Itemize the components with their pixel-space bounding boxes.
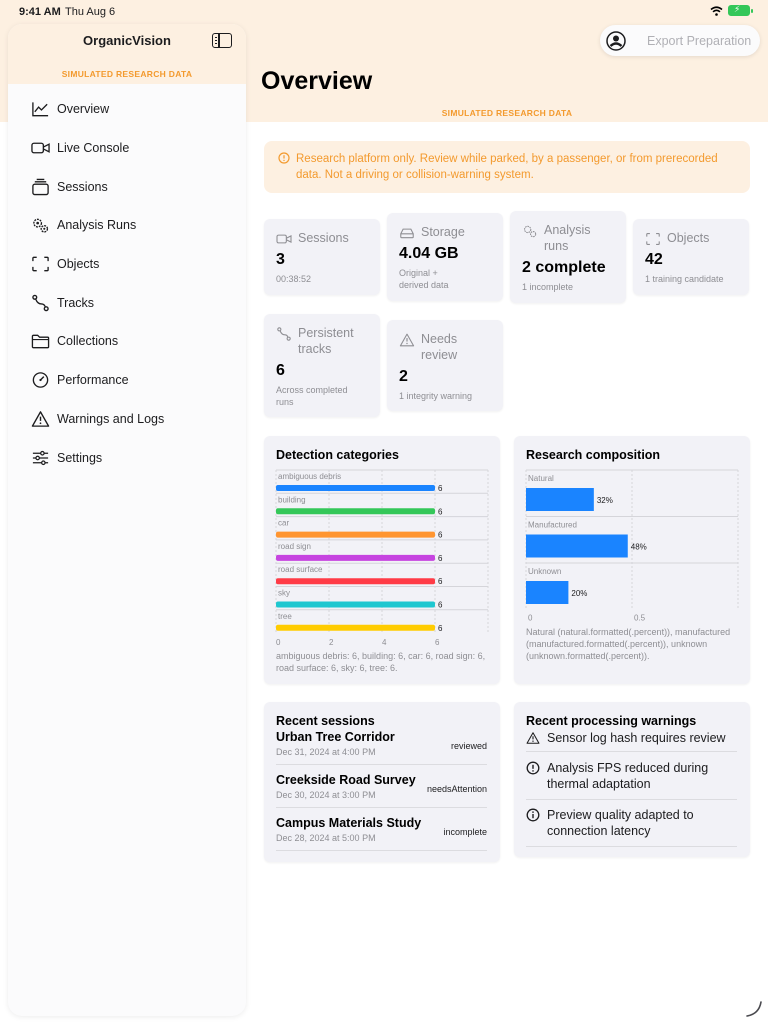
data-label: 6 xyxy=(438,507,443,517)
status-time: 9:41 AM xyxy=(19,6,61,18)
disclaimer-text: Research platform only. Review while parked, by a passenger, or from prerecorded data. Not a driving or collision-warning system. xyxy=(296,153,718,181)
research-composition-chart xyxy=(514,466,750,626)
sliders-icon xyxy=(31,449,50,467)
exclamation-circle-icon xyxy=(526,761,540,775)
stat-sub: Across completed runs xyxy=(276,385,348,407)
session-name: Campus Materials Study xyxy=(276,816,422,830)
sidebar-item-analysis-runs[interactable] xyxy=(8,206,246,245)
data-label: 6 xyxy=(438,530,443,540)
bar xyxy=(276,578,435,584)
sidebar-item-overview[interactable] xyxy=(8,90,246,129)
sidebar-item-objects[interactable] xyxy=(8,245,246,284)
session-name: Urban Tree Corridor xyxy=(276,730,395,744)
data-label: 6 xyxy=(438,623,443,633)
stat-card-objects[interactable] xyxy=(633,219,749,295)
session-row[interactable] xyxy=(276,730,487,765)
data-label: 20% xyxy=(571,589,588,598)
export-preparation-label: Export Preparation xyxy=(647,33,752,48)
warning-triangle-icon xyxy=(526,731,540,745)
info-circle-icon xyxy=(278,152,290,164)
stat-label: Storage xyxy=(421,225,465,239)
info-circle-icon xyxy=(526,808,540,822)
category-label: ambiguous debris xyxy=(278,472,342,481)
research-composition-panel xyxy=(514,436,750,684)
sidebar-item-settings[interactable] xyxy=(8,438,246,477)
data-label: 48% xyxy=(630,542,647,552)
stat-label: Sessions xyxy=(298,231,349,245)
system-indicators xyxy=(710,5,750,16)
stat-card-storage[interactable] xyxy=(387,213,503,301)
stat-label: Needs review xyxy=(421,332,458,362)
stat-sub: 1 training candidate xyxy=(645,274,724,284)
warning-text: Sensor log hash requires review xyxy=(547,731,726,745)
data-label: 6 xyxy=(438,600,443,610)
person-badge-icon xyxy=(605,30,627,52)
session-date: Dec 28, 2024 at 5:00 PM xyxy=(276,833,376,843)
research-composition-caption: Natural (natural.formatted(.percent)), manufactured (manufactured.formatted(.percent)), unknown (unknown.formatted(.percent)). xyxy=(526,627,731,661)
stat-value: 2 xyxy=(399,368,408,385)
path-icon xyxy=(31,294,50,312)
gears-icon xyxy=(31,216,50,234)
recent-sessions-panel xyxy=(264,702,500,862)
tick-label: 0 xyxy=(528,613,533,623)
research-composition-title: Research composition xyxy=(526,448,661,462)
stat-label: Objects xyxy=(667,231,710,245)
resize-handle-icon[interactable] xyxy=(745,1000,763,1018)
warning-row[interactable] xyxy=(526,760,737,800)
detection-categories-panel xyxy=(264,436,500,684)
category-label: building xyxy=(278,495,306,505)
data-label: 6 xyxy=(438,577,443,587)
warning-row[interactable] xyxy=(526,807,737,847)
stat-label: Analysis runs xyxy=(544,223,591,253)
warning-text: Preview quality adapted to connection latency xyxy=(547,808,694,838)
path-icon xyxy=(276,327,292,341)
drive-icon xyxy=(399,226,415,240)
data-label: 32% xyxy=(596,496,613,505)
bar xyxy=(276,625,435,631)
data-label: 6 xyxy=(438,484,443,493)
viewfinder-icon xyxy=(31,255,50,273)
page-title: Overview xyxy=(261,67,373,95)
sidebar-sim-label: SIMULATED RESEARCH DATA xyxy=(61,69,193,79)
status-date: Thu Aug 6 xyxy=(65,6,116,18)
gears-icon xyxy=(522,224,538,238)
category-label: Natural xyxy=(528,474,554,483)
bar xyxy=(276,602,435,608)
category-label: road surface xyxy=(278,565,323,575)
sidebar-item-tracks[interactable] xyxy=(8,283,246,322)
stat-card-needs-review[interactable] xyxy=(387,320,503,411)
session-row[interactable] xyxy=(276,773,487,808)
sidebar-item-sessions[interactable] xyxy=(8,167,246,206)
detection-categories-chart xyxy=(264,466,500,656)
recent-warnings-panel xyxy=(514,702,750,857)
sidebar-nav xyxy=(8,90,246,477)
sidebar-item-label: Live Console xyxy=(57,141,130,156)
detection-categories-title: Detection categories xyxy=(276,448,399,462)
sidebar-item-collections[interactable] xyxy=(8,322,246,361)
sidebar-item-label: Collections xyxy=(57,334,119,349)
stat-card-persistent-tracks[interactable] xyxy=(264,314,380,417)
sidebar-item-label: Tracks xyxy=(57,295,95,310)
wifi-icon xyxy=(710,6,723,16)
viewfinder-icon xyxy=(645,232,661,246)
battery-icon: ⚡ xyxy=(728,5,750,16)
sidebar-item-label: Objects xyxy=(57,257,100,272)
session-status: incomplete xyxy=(443,827,487,837)
bar xyxy=(276,508,435,514)
session-name: Creekside Road Survey xyxy=(276,773,416,787)
category-label: tree xyxy=(278,611,292,621)
chart-line-icon xyxy=(31,100,50,118)
warning-row[interactable] xyxy=(526,730,737,752)
data-label: 6 xyxy=(438,553,443,563)
sidebar-item-live-console[interactable] xyxy=(8,129,246,168)
recent-sessions-title: Recent sessions xyxy=(276,714,375,728)
category-label: car xyxy=(278,518,290,528)
stat-value: 2 complete xyxy=(522,259,606,276)
stat-card-sessions[interactable] xyxy=(264,219,380,295)
sidebar-item-label: Sessions xyxy=(57,179,108,194)
video-camera-icon xyxy=(31,139,50,157)
warning-triangle-icon xyxy=(399,333,415,347)
tick-label: 6 xyxy=(435,638,440,648)
sidebar xyxy=(8,24,246,1016)
sidebar-item-warnings-and-logs[interactable] xyxy=(8,400,246,439)
tick-label: 2 xyxy=(329,638,334,648)
sidebar-item-performance[interactable] xyxy=(8,361,246,400)
stat-sub: 1 integrity warning xyxy=(399,391,473,401)
category-label: road sign xyxy=(278,541,311,551)
app-title: OrganicVision xyxy=(83,33,171,48)
folder-icon xyxy=(31,332,50,350)
export-preparation-button[interactable] xyxy=(600,25,760,56)
tick-label: 0.5 xyxy=(634,613,646,623)
stat-label: Persistent tracks xyxy=(298,326,354,356)
sidebar-item-label: Warnings and Logs xyxy=(57,411,165,426)
session-status: reviewed xyxy=(450,741,487,751)
stat-sub: 00:38:52 xyxy=(276,274,312,284)
stat-card-analysis-runs[interactable] xyxy=(510,211,626,303)
tick-label: 0 xyxy=(276,638,281,648)
bar xyxy=(526,581,568,604)
tick-label: 4 xyxy=(382,638,387,648)
session-status: needsAttention xyxy=(426,784,487,794)
stat-value: 4.04 GB xyxy=(399,245,459,262)
sidebar-item-label: Overview xyxy=(57,102,110,117)
stack-icon xyxy=(31,178,50,196)
stat-value: 3 xyxy=(276,251,285,268)
stat-value: 42 xyxy=(645,251,663,268)
session-row[interactable] xyxy=(276,816,487,851)
recent-warnings-title: Recent processing warnings xyxy=(526,714,697,728)
warning-text: Analysis FPS reduced during thermal adaptation xyxy=(547,761,709,791)
bar xyxy=(526,488,594,511)
stat-sub: 1 incomplete xyxy=(522,282,574,292)
main-sim-label: SIMULATED RESEARCH DATA xyxy=(441,108,573,118)
video-camera-icon xyxy=(276,232,292,246)
category-label: sky xyxy=(278,588,290,598)
bar xyxy=(276,555,435,561)
detection-categories-caption: ambiguous debris: 6, building: 6, car: 6, road sign: 6, road surface: 6, sky: 6, tree: 6. xyxy=(276,651,486,673)
warning-triangle-icon xyxy=(31,410,50,428)
sidebar-item-label: Settings xyxy=(57,450,103,465)
disclaimer-banner xyxy=(264,141,750,193)
sidebar-toggle-icon[interactable] xyxy=(212,33,232,48)
stat-value: 6 xyxy=(276,362,285,379)
category-label: Manufactured xyxy=(528,520,577,530)
gauge-icon xyxy=(31,371,50,389)
bar xyxy=(526,535,628,558)
sidebar-item-label: Analysis Runs xyxy=(57,218,137,233)
session-date: Dec 30, 2024 at 3:00 PM xyxy=(276,790,376,800)
bar xyxy=(276,532,435,538)
status-bar xyxy=(0,0,768,24)
session-date: Dec 31, 2024 at 4:00 PM xyxy=(276,747,376,757)
bar xyxy=(276,485,435,491)
stat-sub: Original + derived data xyxy=(399,268,449,290)
sidebar-item-label: Performance xyxy=(57,373,129,388)
category-label: Unknown xyxy=(528,567,562,576)
